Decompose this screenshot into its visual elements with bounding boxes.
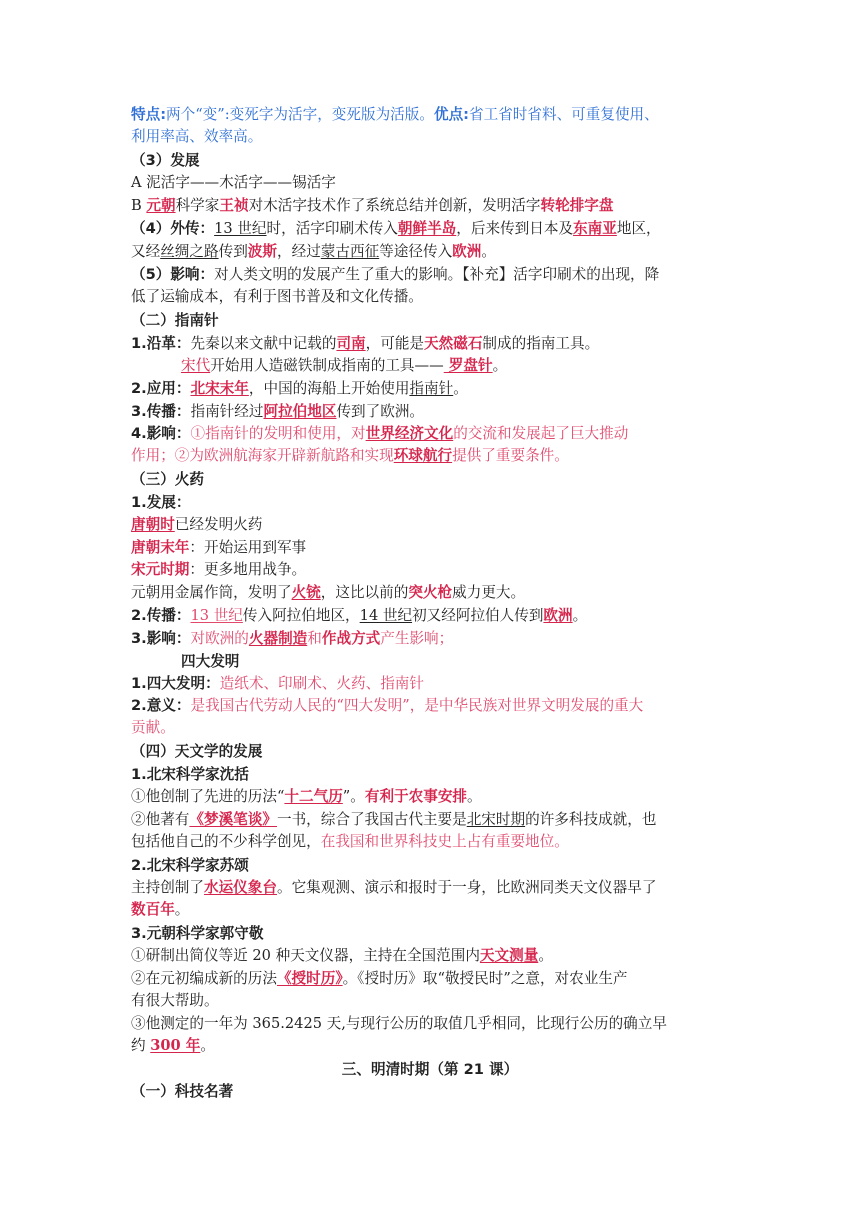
text-run: 省工省时省料、可重复使用、 — [469, 106, 659, 123]
text-run: 。 — [174, 901, 190, 918]
text-run: 东南亚 — [573, 220, 617, 237]
text-run: 。 — [492, 357, 508, 374]
text-run: （二）指南针 — [131, 312, 219, 329]
text-run: 造纸术、印刷术、火药、指南针 — [219, 675, 424, 692]
text-run: 利用率高、效率高。 — [131, 128, 263, 145]
text-line — [131, 218, 661, 240]
text-line — [181, 651, 239, 673]
text-line — [131, 605, 587, 627]
text-line — [131, 831, 569, 853]
text-run: 1.北宋科学家沈括 — [131, 766, 249, 783]
text-line — [131, 310, 219, 332]
text-run: 宋元时期 — [131, 561, 190, 578]
text-line — [131, 469, 204, 491]
text-run: 司南 — [336, 335, 366, 352]
text-line — [131, 537, 306, 559]
text-run: 作战方式 — [321, 630, 381, 647]
text-run: 3.影响： — [131, 630, 191, 647]
text-run: 对欧洲的 — [190, 630, 249, 647]
text-run: 水运仪象台 — [203, 879, 277, 896]
text-run: 有利于农事安排 — [364, 788, 468, 805]
text-line — [131, 1081, 233, 1103]
text-run: ：更多地用战争。 — [189, 561, 307, 578]
text-run: 的许多科技成就，也 — [525, 811, 657, 828]
text-run: ①他创制了先进的历法“ — [131, 788, 285, 805]
text-run: 唐朝时 — [131, 516, 175, 533]
text-run: 时，活字印刷术传入 — [266, 220, 398, 237]
text-run: 。 — [467, 788, 482, 805]
text-run: 威力更大。 — [452, 584, 526, 601]
text-run: 欧洲 — [543, 607, 573, 624]
text-run: （5）影响： — [131, 266, 215, 283]
text-run: 已经发明火药 — [174, 516, 263, 533]
text-run: 2.意义： — [131, 697, 191, 714]
text-line — [131, 855, 249, 877]
text-line — [131, 423, 628, 445]
text-run: 传到 — [218, 243, 248, 260]
text-run: 突火枪 — [408, 584, 453, 601]
text-run: 欧洲 — [452, 243, 482, 260]
text-line — [131, 628, 453, 650]
text-run: 丝绸之路 — [160, 243, 219, 260]
text-run: 1.四大发明： — [131, 675, 220, 692]
text-line — [131, 1013, 667, 1035]
text-run: （3）发展 — [131, 152, 200, 169]
text-run: 特点: — [131, 106, 167, 123]
text-line — [131, 945, 553, 967]
text-line — [131, 1035, 215, 1057]
text-run: 的交流和发展起了巨大推动 — [453, 425, 629, 442]
text-line — [131, 104, 659, 126]
text-line — [131, 195, 613, 217]
text-run: 提供了重要条件。 — [452, 447, 569, 464]
text-run: 作用；②为欧洲航海家开辟新航路和实现 — [131, 447, 394, 464]
text-run: 开始用人造磁铁制成指南的工具—— — [210, 357, 444, 374]
text-line — [131, 172, 336, 194]
text-run: ③他测定的一年为 365.2425 天,与现行公历的取值几乎相同，比现行公历的确立早 — [131, 1015, 667, 1032]
text-run: 约 — [131, 1037, 151, 1054]
text-run: 1.发展： — [131, 494, 191, 511]
text-run: 2.北宋科学家苏颂 — [131, 857, 249, 874]
text-run: 初又经阿拉伯人传到 — [412, 607, 544, 624]
text-run: 天文测量 — [479, 947, 539, 964]
text-run: 。 — [453, 380, 468, 397]
text-run: ：开始运用到军事 — [189, 539, 307, 556]
text-run: 对人类文明的发展产生了重大的影响。【补充】活字印刷术的出现，降 — [214, 266, 660, 283]
text-line — [131, 264, 659, 286]
text-run: （一）科技名著 — [131, 1083, 234, 1100]
text-line — [131, 673, 424, 695]
text-run: 波斯 — [247, 243, 277, 260]
text-line — [131, 923, 263, 945]
text-run: 三、明清时期（第 21 课） — [341, 1061, 519, 1078]
text-run: 罗盘针 — [443, 357, 493, 374]
text-line — [0, 1059, 860, 1081]
text-run: 朝鲜半岛 — [397, 220, 457, 237]
text-run: 北宋时期 — [466, 811, 526, 828]
text-run: 世界经济文化 — [365, 425, 454, 442]
text-run: 4.影响： — [131, 425, 191, 442]
text-run: 元朝用金属作筒，发明了 — [131, 584, 292, 601]
text-run: 一书，综合了我国古代主要是 — [276, 811, 467, 828]
text-line — [131, 514, 262, 536]
text-line — [131, 401, 424, 423]
text-run: 转轮排字盘 — [540, 197, 614, 214]
text-run: （三）火药 — [131, 471, 204, 488]
text-run: 王祯 — [219, 197, 249, 214]
text-run: 阿拉伯地区 — [263, 403, 337, 420]
text-line — [131, 741, 262, 763]
text-run: 主持创制了 — [131, 879, 204, 896]
text-run: 指南针 — [409, 380, 454, 397]
text-line — [131, 582, 525, 604]
text-run: 火器制造 — [248, 630, 308, 647]
text-run: 3.传播： — [131, 403, 191, 420]
text-run: 产生影响； — [380, 630, 454, 647]
text-run: 。《授时历》取“敬授民时”之意，对农业生产 — [342, 970, 628, 987]
text-run: 北宋末年 — [190, 380, 249, 397]
text-line — [131, 150, 200, 172]
text-run: ，经过 — [277, 243, 321, 260]
text-run: 和 — [307, 630, 322, 647]
text-line — [131, 968, 628, 990]
text-run: 传入阿拉伯地区， — [242, 607, 360, 624]
text-run: 环球航行 — [393, 447, 453, 464]
text-run: 13 世纪 — [190, 607, 243, 624]
text-run: 数百年 — [131, 901, 175, 918]
text-run: 地区， — [616, 220, 661, 237]
text-line — [131, 786, 482, 808]
text-run: 。它集观测、演示和报时于一身，比欧洲同类天文仪器早了 — [276, 879, 657, 896]
text-run: 优点: — [433, 106, 469, 123]
text-run: 四大发明 — [181, 653, 240, 670]
text-run: 先秦以来文献中记载的 — [190, 335, 337, 352]
text-run: 有很大帮助。 — [131, 992, 219, 1009]
text-run: ，后来传到日本及 — [456, 220, 574, 237]
text-run: 《梦溪笔谈》 — [189, 811, 277, 828]
text-line — [131, 559, 306, 581]
text-run: ，这比以前的 — [320, 584, 409, 601]
text-line — [131, 492, 190, 514]
text-line — [131, 445, 569, 467]
text-run: 唐朝末年 — [131, 539, 190, 556]
text-run: 又经 — [131, 243, 161, 260]
text-run: 等途径传入 — [379, 243, 453, 260]
text-run: ②他著有 — [131, 811, 190, 828]
text-run: 包括他自己的不少科学创见， — [131, 833, 321, 850]
text-run: 宋代 — [181, 357, 211, 374]
text-line — [131, 241, 496, 263]
text-line — [131, 286, 423, 308]
text-run: 对木活字技术作了系统总结并创新，发明活字 — [248, 197, 541, 214]
text-run: 十二气历 — [284, 788, 343, 805]
text-run: ②在元初编成新的历法 — [131, 970, 277, 987]
text-run: 300 年 — [150, 1037, 201, 1054]
text-line — [131, 695, 643, 717]
text-run: 2.应用： — [131, 380, 191, 397]
text-run: 1.沿革： — [131, 335, 191, 352]
text-run: 13 世纪 — [214, 220, 267, 237]
text-run: 指南针经过 — [190, 403, 264, 420]
text-run: 《授时历》 — [276, 970, 343, 987]
text-run: 。 — [572, 607, 588, 624]
text-line — [131, 717, 175, 739]
text-run: 。 — [200, 1037, 215, 1054]
text-run: 两个“变”:变死字为活字，变死版为活版。 — [166, 106, 434, 123]
text-run: 贡献。 — [131, 719, 175, 736]
text-run: 14 世纪 — [359, 607, 413, 624]
text-run: 低了运输成本，有利于图书普及和文化传播。 — [131, 288, 423, 305]
text-run: 蒙古西征 — [320, 243, 380, 260]
text-run: B — [131, 197, 147, 214]
text-run: 3.元朝科学家郭守敬 — [131, 925, 264, 942]
text-run: ①研制出简仪等近 20 种天文仪器，主持在全国范围内 — [131, 947, 480, 964]
text-line — [131, 899, 189, 921]
text-run: （四）天文学的发展 — [131, 743, 263, 760]
text-line — [131, 877, 656, 899]
text-run: ，中国的海船上开始使用 — [248, 380, 410, 397]
text-line — [131, 378, 468, 400]
text-line — [131, 764, 249, 786]
text-run: 传到了欧洲。 — [336, 403, 425, 420]
text-run: 2.传播： — [131, 607, 191, 624]
text-line — [131, 990, 219, 1012]
text-run: 科学家 — [175, 197, 220, 214]
text-run: A 泥活字——木活字——锡活字 — [131, 174, 336, 191]
text-run: 。 — [481, 243, 496, 260]
text-line — [131, 333, 599, 355]
text-run: 制成的指南工具。 — [482, 335, 600, 352]
text-line — [181, 355, 507, 377]
text-run: 在我国和世界科技史上占有重要地位。 — [320, 833, 569, 850]
text-line — [131, 809, 656, 831]
text-run: （4）外传： — [131, 220, 215, 237]
text-run: ”。 — [342, 788, 365, 805]
text-run: ，可能是 — [365, 335, 425, 352]
text-run: 火铳 — [291, 584, 321, 601]
text-run: 。 — [538, 947, 553, 964]
text-run: 元朝 — [146, 197, 176, 214]
text-run: 天然磁石 — [424, 335, 483, 352]
text-run: 是我国古代劳动人民的“四大发明”，是中华民族对世界文明发展的重大 — [190, 697, 644, 714]
text-run: ①指南针的发明和使用，对 — [190, 425, 366, 442]
text-line — [131, 126, 262, 148]
